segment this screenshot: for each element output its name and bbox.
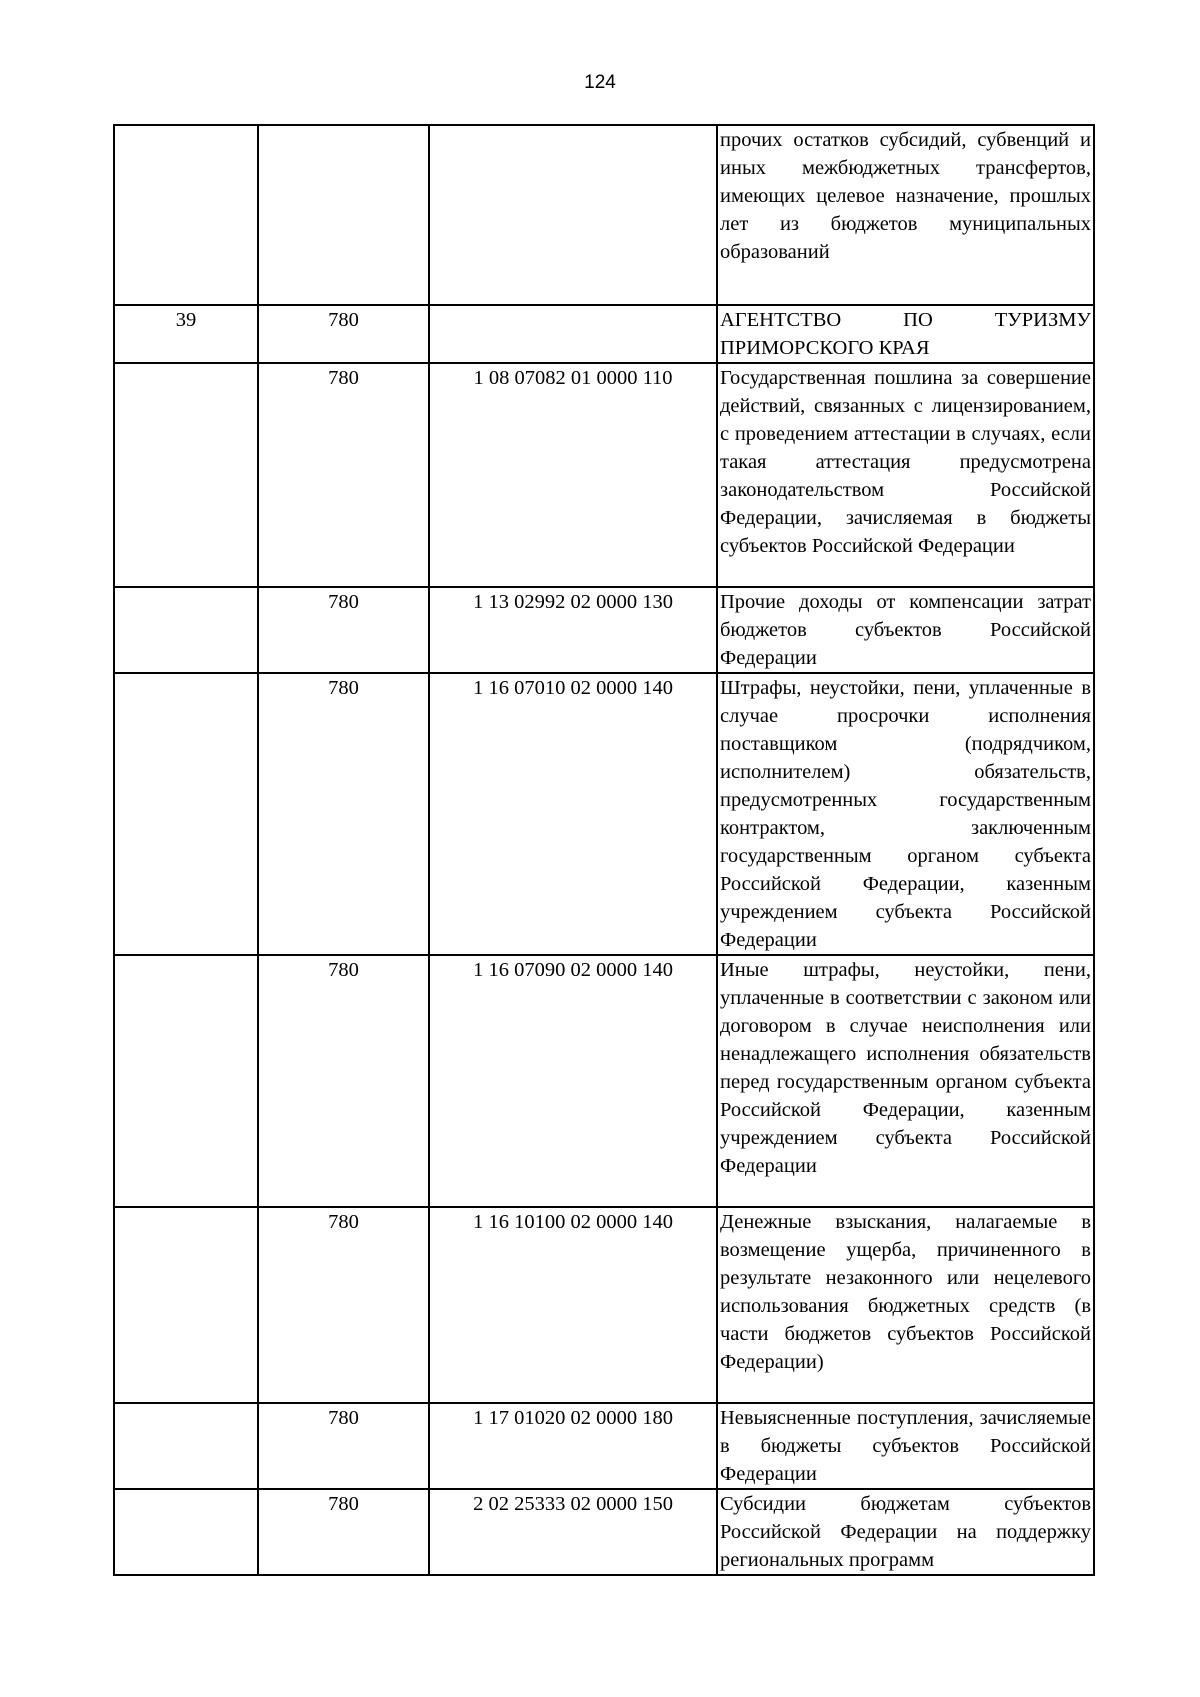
table-row — [114, 673, 1094, 955]
row-number — [114, 587, 258, 673]
budget-classification-code — [429, 125, 717, 305]
agency-name: АГЕНТСТВО ПО ТУРИЗМУ ПРИМОРСКОГО КРАЯ — [717, 305, 1094, 363]
revenue-description: Прочие доходы от компенсации затрат бюджетов субъектов Российской Федерации — [717, 587, 1094, 673]
budget-classification-code: 1 17 01020 02 0000 180 — [429, 1403, 717, 1489]
budget-classification-code: 1 16 07010 02 0000 140 — [429, 673, 717, 955]
revenue-description: прочих остатков субсидий, субвенций и иных межбюджетных трансфертов, имеющих целевое назначение, прошлых лет из бюджетов муниципальных образований — [717, 125, 1094, 305]
revenue-description: Штрафы, неустойки, пени, уплаченные в случае просрочки исполнения поставщиком (подрядчиком, исполнителем) обязательств, предусмотренных государственным контрактом, заключенным государственным органом субъекта Российской Федерации, казенным учреждением субъекта Российской Федерации — [717, 673, 1094, 955]
administrator-code: 780 — [258, 1207, 429, 1403]
row-number — [114, 673, 258, 955]
budget-classification-code: 1 16 10100 02 0000 140 — [429, 1207, 717, 1403]
row-number — [114, 125, 258, 305]
budget-classification-code: 1 13 02992 02 0000 130 — [429, 587, 717, 673]
table-row — [114, 955, 1094, 1207]
administrator-code: 780 — [258, 363, 429, 587]
row-number: 39 — [114, 305, 258, 363]
table-row — [114, 1207, 1094, 1403]
administrator-code: 780 — [258, 673, 429, 955]
revenue-description: Субсидии бюджетам субъектов Российской Федерации на поддержку региональных программ — [717, 1489, 1094, 1575]
administrator-code: 780 — [258, 305, 429, 363]
administrator-code — [258, 125, 429, 305]
revenue-description: Государственная пошлина за совершение действий, связанных с лицензированием, с проведением аттестации в случаях, если такая аттестация предусмотрена законодательством Российской Федерации, зачисляемая в бюджеты субъектов Российской Федерации — [717, 363, 1094, 587]
administrator-code: 780 — [258, 587, 429, 673]
budget-classification-code: 1 08 07082 01 0000 110 — [429, 363, 717, 587]
budget-classification-code: 2 02 25333 02 0000 150 — [429, 1489, 717, 1575]
revenue-description: Денежные взыскания, налагаемые в возмещение ущерба, причиненного в результате незаконного или нецелевого использования бюджетных средств (в части бюджетов субъектов Российской Федерации) — [717, 1207, 1094, 1403]
administrator-code: 780 — [258, 1489, 429, 1575]
row-number — [114, 1489, 258, 1575]
row-number — [114, 1207, 258, 1403]
page-number: 124 — [584, 72, 616, 93]
administrator-code: 780 — [258, 1403, 429, 1489]
revenue-description: Иные штрафы, неустойки, пени, уплаченные в соответствии с законом или договором в случае неисполнения или ненадлежащего исполнения обязательств перед государственным органом субъекта Российской Федерации, казенным учреждением субъекта Российской Федерации — [717, 955, 1094, 1207]
table-row — [114, 125, 1094, 305]
table-row — [114, 1403, 1094, 1489]
row-number — [114, 363, 258, 587]
budget-classification-code: 1 16 07090 02 0000 140 — [429, 955, 717, 1207]
revenue-codes-table — [113, 124, 1095, 1576]
revenue-description: Невыясненные поступления, зачисляемые в бюджеты субъектов Российской Федерации — [717, 1403, 1094, 1489]
table-row — [114, 1489, 1094, 1575]
table-row — [114, 305, 1094, 363]
row-number — [114, 955, 258, 1207]
budget-classification-code — [429, 305, 717, 363]
administrator-code: 780 — [258, 955, 429, 1207]
table-row — [114, 363, 1094, 587]
table-row — [114, 587, 1094, 673]
row-number — [114, 1403, 258, 1489]
